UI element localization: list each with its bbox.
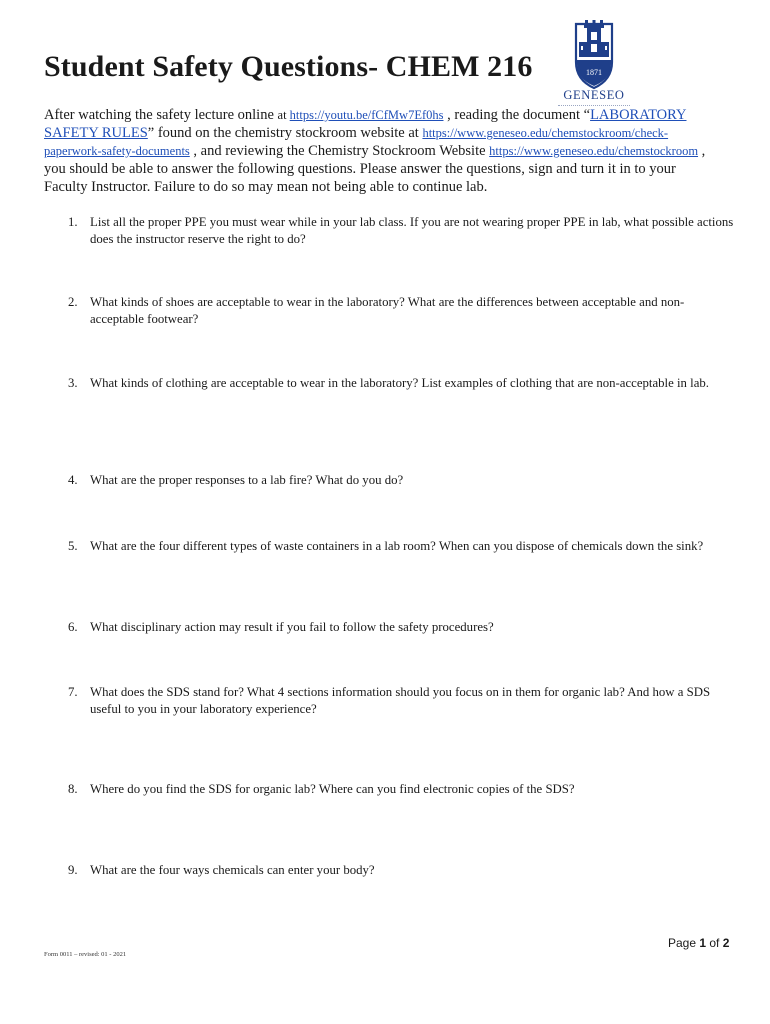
question-number: 7. bbox=[68, 685, 78, 699]
intro-text: After watching the safety lecture online bbox=[44, 107, 278, 123]
logo-wordmark: GENESEO bbox=[563, 88, 625, 102]
page-current: 1 bbox=[699, 936, 707, 950]
question-item bbox=[68, 294, 738, 328]
lab-safety-rules-link-cont[interactable]: SAFETY RULES bbox=[44, 125, 148, 141]
question-number: 5. bbox=[68, 539, 78, 553]
intro-line-3 bbox=[44, 142, 734, 160]
intro-text: at bbox=[277, 108, 290, 122]
question-number: 8. bbox=[68, 782, 78, 796]
question-text: What does the SDS stand for? What 4 sections information should you focus on in them for organic lab? And how a SDS useful to you in your laboratory experience? bbox=[90, 685, 711, 716]
question-number: 6. bbox=[68, 620, 78, 634]
question-item bbox=[68, 619, 738, 636]
question-text: What are the four different types of waste containers in a lab room? When can you dispose of chemicals down the sink? bbox=[90, 539, 704, 553]
crest-year: 1871 bbox=[586, 68, 602, 77]
intro-text: , and reviewing the Chemistry Stockroom Website bbox=[189, 143, 490, 159]
intro-text: , bbox=[698, 143, 706, 159]
intro-text: , reading the document “ bbox=[443, 107, 591, 123]
intro-paragraph bbox=[44, 106, 734, 196]
check-paperwork-link[interactable]: https://www.geneseo.edu/chemstockroom/check- bbox=[422, 126, 669, 140]
question-number: 2. bbox=[68, 295, 78, 309]
question-item bbox=[68, 375, 738, 392]
question-item bbox=[68, 684, 738, 718]
question-number: 1. bbox=[68, 215, 78, 229]
question-number: 9. bbox=[68, 863, 78, 877]
question-item bbox=[68, 214, 738, 248]
lecture-video-link[interactable]: https://youtu.be/fCfMw7Ef0hs bbox=[289, 108, 444, 122]
geneseo-crest-icon bbox=[554, 18, 634, 90]
form-revision-note: Form 0011 – revised: 01 - 2021 bbox=[44, 951, 127, 958]
question-number: 4. bbox=[68, 473, 78, 487]
check-paperwork-link-cont[interactable]: paperwork-safety-documents bbox=[44, 144, 190, 158]
question-number: 3. bbox=[68, 376, 78, 390]
question-text: List all the proper PPE you must wear while in your lab class. If you are not wearing proper PPE in lab, what possible actions does the instructor reserve the right to do? bbox=[90, 215, 734, 246]
question-item bbox=[68, 472, 738, 489]
question-text: What kinds of shoes are acceptable to wear in the laboratory? What are the differences between acceptable and non-acceptable footwear? bbox=[90, 295, 685, 326]
question-item bbox=[68, 862, 738, 879]
question-text: What are the four ways chemicals can enter your body? bbox=[90, 863, 375, 877]
question-text: What are the proper responses to a lab fire? What do you do? bbox=[90, 473, 404, 487]
page-number bbox=[668, 936, 729, 950]
intro-line-5: Faculty Instructor. Failure to do so may mean not being able to continue lab. bbox=[44, 179, 488, 195]
question-text: What kinds of clothing are acceptable to wear in the laboratory? List examples of clothing that are non-acceptable in lab. bbox=[90, 376, 709, 390]
stockroom-website-link[interactable]: https://www.geneseo.edu/chemstockroom bbox=[489, 144, 699, 158]
question-item bbox=[68, 538, 738, 555]
geneseo-logo bbox=[554, 18, 634, 118]
page-of-word: of bbox=[706, 936, 723, 950]
intro-text: ” found on the chemistry stockroom website at bbox=[147, 125, 423, 141]
page-word: Page bbox=[668, 936, 700, 950]
intro-line-2 bbox=[44, 124, 734, 142]
question-text: Where do you find the SDS for organic lab? Where can you find electronic copies of the SDS? bbox=[90, 782, 575, 796]
page-total: 2 bbox=[722, 936, 730, 950]
page-title: Student Safety Questions- CHEM 216 bbox=[44, 50, 533, 83]
question-item bbox=[68, 781, 738, 798]
question-text: What disciplinary action may result if you fail to follow the safety procedures? bbox=[90, 620, 494, 634]
lab-safety-rules-link[interactable]: LABORATORY bbox=[590, 107, 687, 123]
intro-line-1 bbox=[44, 106, 734, 124]
intro-line-4: you should be able to answer the following questions. Please answer the questions, sign and turn it in to your bbox=[44, 161, 676, 177]
